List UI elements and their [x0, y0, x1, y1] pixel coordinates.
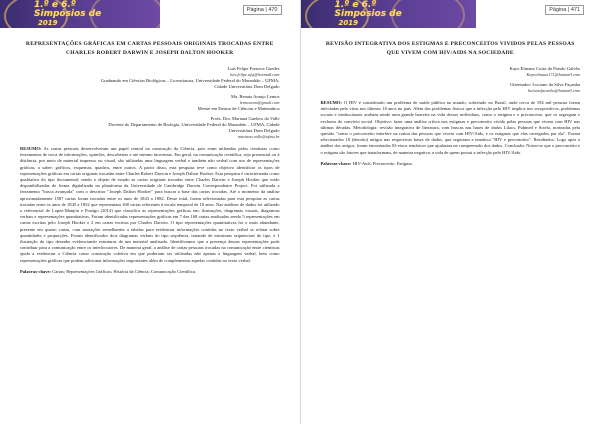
event-logo-text: 1.º e 6.º Simpósios de 2019 [34, 0, 102, 27]
keywords-label: Palavras-chave: [320, 160, 352, 166]
event-banner [0, 0, 160, 28]
paper-title: REVISÃO INTEGRATIVA DOS ESTIGMAS E PRECONCEITOS VIVIDOS PELAS PESSOAS QUE VIVEM COM HIV/AIDS NA SOCIEDADE [325, 41, 575, 56]
keywords [20, 269, 280, 275]
abstract-text: As cartas pessoais desenvolveram um papel central na construção da Ciência, pois eram utilizadas pelos cientistas como ferramentas de troca de informações, opiniões, descobertas e até mesmo incertezas. Em geral, na comunicação científica, seja presencial ou à distância, por meio de material impresso ou visual, são utilizadas uma linguagem verbal e também não verbal com uso de representações gráficas, a saber: gráficos, esquemas, quadros, entre outros. A partir disso, esta pesquisa teve como objetivo identificar os tipos de representações gráficas em cartas originais trocadas entre Charles Robert Darwin e Joseph Dalton Hooker. Esta pesquisa é caracterizada como qualitativa do tipo documental, sendo o objeto de estudo as cartas originais trocadas entre Charles Darwin e Joseph Hooker que estão disponibilizadas de forma digitalizada na plataforma da Universidade de Cambridge Darwin Correspondence Project. Foi utilizada a ferramenta "busca avançada" com o descritor "Joseph Dalton Hooker" para buscar a base das cartas trocadas. Até o momento da análise aproximadamente 1587 cartas foram trocadas entre os anos de 1843 a 1882. Desse total, foram selecionadas para esta pesquisa as cartas trocadas entre os anos de 1845 a 1852 que representam 168 cartas referentes à escala temporal de 10 anos. Nas análises de dados foi utilizado o referencial de Lopez-Manjón e Postigo (2014) que classifica as representações gráficas em: ilustrações, diagramas visuais, diagramas verbais e representações quantitativas. Foram identificadas representações gráficas em 7 das 168 cartas analisadas sendo 5 representações em cartas escritas pelo Joseph Hooker e 2 em cartas escritas por Charles Darwin. O tipo representações quantitativas foi o mais abundante, presente em quatro cartas, com anotações semelhantes a tabelas para evidenciar informações contidas no texto verbal se relatar sobre quantidades e proporções. Foram identificados dois diagramas verbais do tipo sequência, tratando de estruturas sequenciais do tipo, e 1 ilustração do tipo desenho evidenciando estruturas de um material analisado. Identificamos que a presença dessas representações pode contribuir para a comunicação entre os interlocutores. De maneira geral, a análise de cartas pessoais trocadas na comunicação entre cientistas ajuda a evidenciar a Ciência como construção coletiva em que poderiam ser utilizadas não apenas a linguagem verbal, bem como representações gráficas que podem adicionar informações importantes além de complementar aquelas contidas no texto verbal. [20, 146, 280, 263]
author-affiliation: Docente do Departamento de Biologia, Universidade Federal do Maranhão – UFMA, Cidade [108, 122, 280, 127]
author [20, 66, 280, 90]
page-number: Página | 470 [243, 5, 282, 15]
keywords-text: HIV-Aids; Preconceito; Estigma. [352, 160, 413, 166]
page-content [321, 40, 581, 416]
author-affiliation: Graduando em Ciências Biológicas – Licenciatura, Universidade Federal do Maranhão – UFMA, [100, 78, 280, 83]
abstract [321, 100, 581, 156]
author-affiliation: Mestre em Ensino de Ciências e Matemática [197, 106, 280, 111]
paper-title: REPRESENTAÇÕES GRÁFICAS EM CARTAS PESSOAIS ORIGINAIS TROCADAS ENTRE CHARLES ROBERT DARWIN E JOSEPH DALTON HOOKER [25, 41, 274, 56]
abstract [20, 146, 280, 264]
keywords-label: Palavras-chave: [20, 268, 52, 274]
right-page [301, 0, 600, 424]
author [321, 82, 581, 94]
abstract-text: O HIV é considerado um problema de saúde pública no mundo, sobretudo no Brasil, onde cerca de 194 mil pessoas foram infectadas pelo vírus nos últimos 10 anos no país. Além dos problemas físicos que a infecção pelo HIV implica nos soropositivos, problemas sociais e institucionais acabam sendo uma grande barreira na vida desses indivíduos, como o estigma e o preconceito, que os segregam e excluem do convívio social. Objetivo: fazer uma análise crítica nos estigmas e preconceito vivido pelas pessoas que vivem com HIV nas últimas décadas. Metodologia: revisão integrativa de literatura, com buscas nas bases de dados Lilacs, Pubmed e Scielo, norteadas pela questão "como o preconceito interfere na rotina das pessoas que vivem com HIV/Aids, e os estigmas que elas carregados por ela". Foram selecionados 18 (dezoito) artigos nas respectivas bases de dados, que seguiram a temática "HIV e preconceito". Resultados: Logo após a análise dos artigos, foram encontrados 03 eixos temáticos que ajudaram na compreensão dos dados. Conclusão: Notou-se que o preconceito e o estigma são fatores que transformam, de maneira negativa, a vida de quem possui a infecção pelo HIV/Aids. [320, 100, 580, 155]
event-logo-text: 1.º e 6.º Simpósios de 2019 [334, 0, 402, 27]
author-email: luis.felipe.ufsj@hotmail.com [230, 72, 280, 77]
author-email: lemosrara@gmail.com [239, 100, 280, 105]
author-email: lucianofacanha@hotmail.com [527, 88, 580, 93]
author-name: Profa. Dra. Mariana Guelero do Valle [210, 116, 280, 121]
author-name: Ma. Renata Araujo Lemos [231, 94, 280, 99]
author-block [321, 66, 581, 94]
abstract-label: RESUMO: [320, 100, 342, 105]
author-name: Kayo Elmano Costa da Paixão Galvão [509, 66, 580, 71]
keywords-text: Cartas; Representações Gráficas; História da Ciência; Comunicação Científica. [52, 268, 197, 274]
event-banner [301, 0, 476, 28]
author-block [20, 66, 280, 140]
author-affiliation: Cidade Universitária Dom Delgado [214, 84, 280, 89]
author [20, 94, 280, 112]
author-affiliation: Universitária Dom Delgado [228, 128, 280, 133]
abstract-label: RESUMO: [20, 146, 42, 151]
keywords [321, 161, 581, 167]
author-name: Orientador: Luciano da Silva Façanha [510, 82, 580, 87]
author [321, 66, 581, 78]
page-number: Página | 471 [545, 5, 584, 15]
author-email: Kayoelmano171@hotmail.com [526, 72, 580, 77]
author-email: mariana.valle@ufma.br [238, 134, 280, 139]
author [20, 116, 280, 140]
author-name: Luis Felipe Fonseca Guedes [227, 66, 280, 71]
page-content [20, 40, 280, 416]
